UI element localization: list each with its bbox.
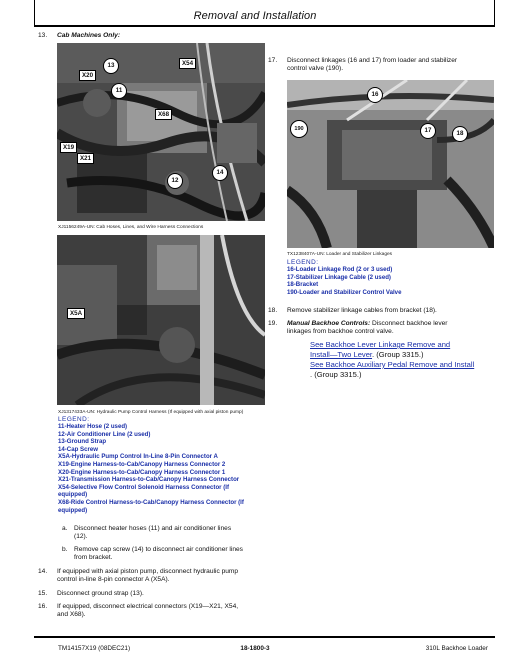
legend-1-item: equipped) (58, 506, 88, 514)
substep-a-letter: a. (62, 525, 68, 532)
legend-1-item: 11-Heater Hose (2 used) (58, 423, 128, 430)
callout-18: 18 (452, 126, 468, 142)
callout-17: 17 (420, 123, 436, 139)
footer-product: 310L Backhoe Loader (425, 645, 488, 652)
legend-2-item: 16-Loader Linkage Rod (2 or 3 used) (287, 266, 393, 273)
legend-2-item: 17-Stabilizer Linkage Cable (2 used) (287, 273, 391, 281)
photo-1-caption: XJ1156249A-UN: Cab Hoses, Lines, and Wire Harness Connections (58, 225, 204, 230)
loader-linkage-illustration (287, 80, 494, 248)
callout-x21: X21 (77, 153, 94, 164)
callout-16: 16 (367, 87, 383, 103)
callout-13: 13 (103, 58, 119, 74)
page-title: Removal and Installation (193, 10, 317, 22)
step-14-line: control in-line 8-pin connector A (X5A). (57, 576, 170, 584)
legend-2-heading: LEGEND: (287, 259, 319, 266)
step-16-number: 16. (38, 603, 48, 610)
legend-1-item: equipped) (58, 491, 88, 499)
photo-3-caption: TX1238407A-UN: Loader and Stabilizer Linkages (287, 252, 393, 257)
legend-1-item: X21-Transmission Harness-to-Cab/Canopy Harness Connector (58, 476, 240, 484)
legend-1-item: 13-Ground Strap (58, 438, 107, 446)
step-17-line: Disconnect linkages (16 and 17) from loader and stabilizer (287, 57, 458, 64)
legend-2-item: 190-Loader and Stabilizer Control Valve (287, 288, 402, 296)
legend-1-item: 12-Air Conditioner Line (2 used) (58, 430, 151, 438)
legend-1-item: X5A-Hydraulic Pump Control In-Line 8-Pin Connector A (58, 453, 218, 461)
loader-linkage-photo (287, 80, 494, 248)
substep-a-line: (12). (74, 533, 88, 541)
step-19-text (287, 320, 497, 337)
step-14-text (57, 568, 272, 585)
substep-b-letter: b. (62, 546, 68, 553)
callout-x5a: X5A (67, 308, 85, 319)
link-2-tail: . (Group 3315.) (310, 370, 362, 379)
step-16-line: and X68). (57, 611, 86, 619)
step-16-text (57, 603, 272, 620)
substep-b-line: Remove cap screw (14) to disconnect air conditioner lines (74, 546, 243, 553)
step-13-text: Cab Machines Only: (57, 32, 121, 39)
step-19-line-2: linkages from backhoe control valve. (287, 328, 394, 336)
header-rule (34, 25, 495, 27)
callout-x54: X54 (179, 58, 196, 69)
step-14-number: 14. (38, 568, 48, 575)
callout-14: 14 (212, 165, 228, 181)
link-block-2 (310, 360, 500, 380)
step-17-text (287, 57, 497, 74)
callout-x68: X68 (155, 109, 172, 120)
step-17-line: control valve (190). (287, 65, 344, 73)
legend-1-heading: LEGEND: (58, 416, 90, 423)
substep-b-line: from bracket. (74, 554, 113, 562)
callout-11: 11 (111, 83, 127, 99)
legend-1-item: X54-Selective Flow Control Solenoid Harness Connector (If (58, 483, 229, 491)
footer-rule (34, 636, 495, 638)
backhoe-aux-pedal-link[interactable]: See Backhoe Auxiliary Pedal Remove and Install (310, 360, 475, 369)
step-19-rest: Disconnect backhoe lever (370, 320, 448, 327)
step-15-number: 15. (38, 590, 48, 597)
legend-1-item: X68-Ride Control Harness-to-Cab/Canopy Harness Connector (If (58, 498, 244, 506)
step-17-number: 17. (268, 57, 278, 64)
substep-a-text (74, 525, 274, 542)
photo-2-caption: XJ1317433A-UN: Hydraulic Pump Control Harness (If equipped with axial piston pump) (58, 410, 244, 415)
backhoe-lever-linkage-link[interactable]: See Backhoe Lever Linkage Remove and (310, 340, 451, 349)
step-16-line: If equipped, disconnect electrical connectors (X19—X21, X54, (57, 603, 239, 610)
link-block-1 (310, 340, 496, 360)
substep-b-text (74, 546, 274, 563)
callout-x20: X20 (79, 70, 96, 81)
substep-a-line: Disconnect heater hoses (11) and air conditioner lines (74, 525, 232, 532)
step-18-number: 18. (268, 307, 278, 314)
legend-1 (58, 416, 270, 514)
step-13-number: 13. (38, 32, 48, 39)
legend-1-item: 14-Cap Screw (58, 445, 98, 453)
callout-x19: X19 (60, 142, 77, 153)
backhoe-lever-linkage-link-cont[interactable]: Install—Two Lever (310, 350, 373, 359)
legend-1-item: X20-Engine Harness-to-Cab/Canopy Harness Connector 1 (58, 468, 226, 476)
legend-1-item: X19-Engine Harness-to-Cab/Canopy Harness Connector 2 (58, 460, 226, 468)
step-19-line-1 (287, 320, 497, 328)
footer-page-number: 18-1800-3 (240, 645, 270, 652)
callout-12: 12 (167, 173, 183, 189)
pump-harness-photo (57, 235, 265, 405)
legend-2 (287, 259, 497, 296)
footer-doc-id: TM14157X19 (08DEC21) (58, 645, 131, 652)
callout-190: 190 (290, 120, 308, 138)
legend-2-item: 18-Bracket (287, 281, 319, 289)
step-19-number: 19. (268, 320, 278, 327)
cab-hoses-photo (57, 43, 265, 221)
step-15-text: Disconnect ground strap (13). (57, 590, 144, 597)
link-1-tail: . (Group 3315.) (372, 350, 424, 359)
step-19-bold: Manual Backhoe Controls: (287, 320, 371, 327)
pump-harness-illustration (57, 235, 265, 405)
step-18-text: Remove stabilizer linkage cables from bracket (18). (287, 307, 437, 314)
step-14-line: If equipped with axial piston pump, disconnect hydraulic pump (57, 568, 239, 575)
